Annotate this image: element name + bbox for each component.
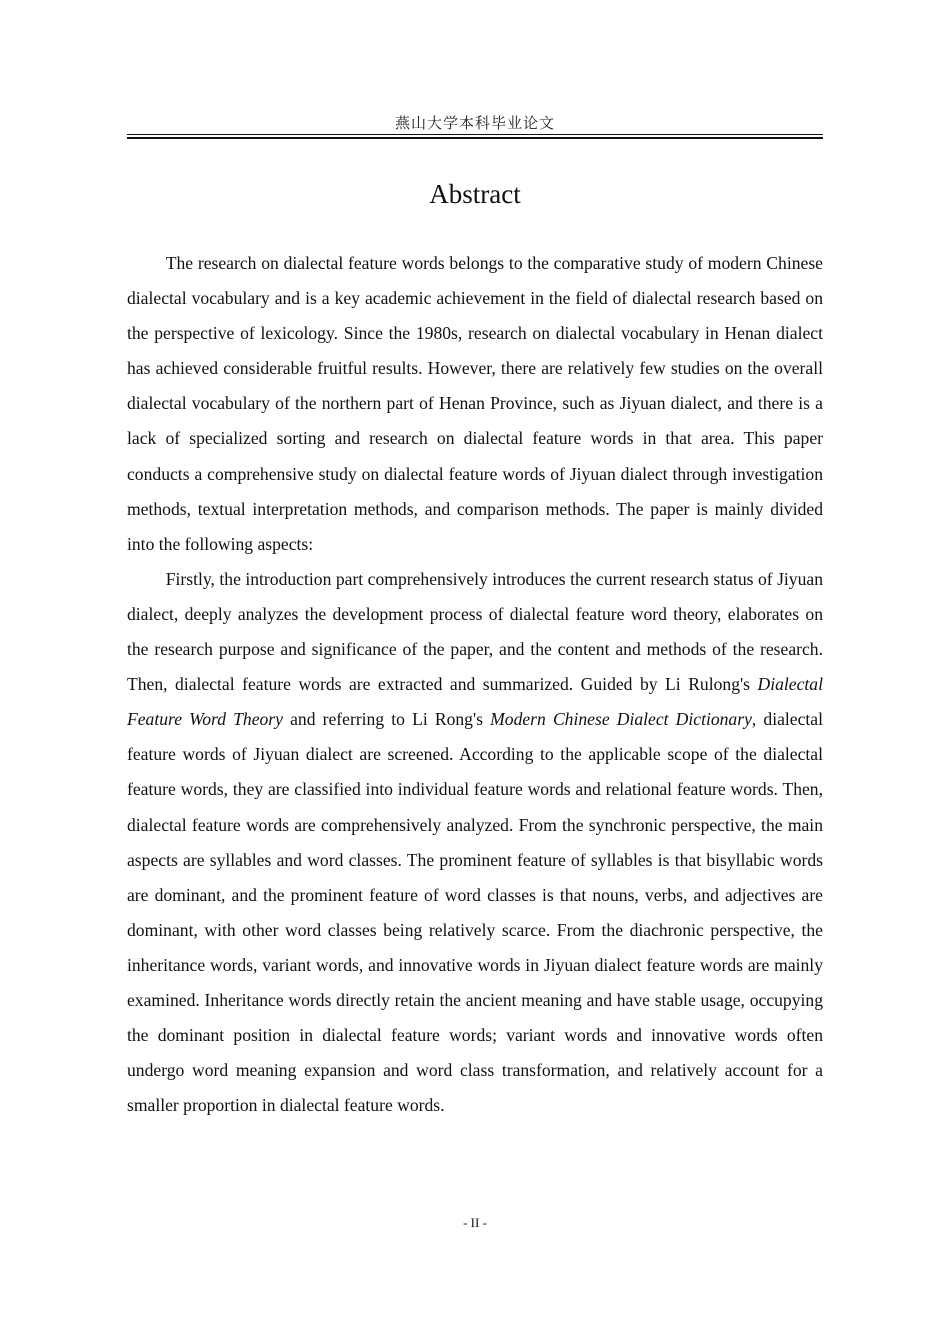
paragraph-2-text-part-2: and referring to Li Rong's	[282, 709, 491, 730]
abstract-body	[127, 246, 823, 1123]
abstract-paragraph-2	[127, 562, 823, 1124]
abstract-paragraph-1: The research on dialectal feature words belongs to the comparative study of modern Chinese dialectal vocabulary and is a key academic achievement in the field of dialectal research based on the perspective of lexicology. Since the 1980s, research on dialectal vocabulary in Henan dialect has achieved considerable fruitful results. However, there are relatively few studies on the overall dialectal vocabulary of the northern part of Henan Province, such as Jiyuan dialect, and there is a lack of specialized sorting and research on dialectal feature words in that area. This paper conducts a comprehensive study on dialectal feature words of Jiyuan dialect through investigation methods, textual interpretation methods, and comparison methods. The paper is mainly divided into the following aspects:	[127, 253, 823, 554]
paragraph-2-text-part-1: Firstly, the introduction part comprehensively introduces the current research status of Jiyuan dialect, deeply analyzes the development process of dialectal feature word theory, elaborates on the research purpose and significance of the paper, and the content and methods of the research. Then, dialectal feature words are extracted and summarized. Guided by Li Rulong's	[127, 568, 823, 695]
running-header: 燕山大学本科毕业论文	[394, 116, 555, 132]
page-title: Abstract	[429, 179, 521, 209]
page-number: - II -	[463, 1215, 487, 1230]
paragraph-2-text-part-3: , dialectal feature words of Jiyuan dialect are screened. According to the applicable scope of the dialectal feature words, they are classified into individual feature words and relational feature words. Then, dialectal feature words are comprehensively analyzed. From the synchronic perspective, the main aspects are syllables and word classes. The prominent feature of syllables is that bisyllabic words are dominant, and the prominent feature of word classes is that nouns, verbs, and adjectives are dominant, with other word classes being relatively scarce. From the diachronic perspective, the inheritance words, variant words, and innovative words in Jiyuan dialect feature words are mainly examined. Inheritance words directly retain the ancient meaning and have stable usage, occupying the dominant position in dialectal feature words; variant words and innovative words often undergo word meaning expansion and word class transformation, and relatively account for a smaller proportion in dialectal feature words.	[127, 709, 823, 1116]
italic-title-modern-chinese-dialect-dictionary: Modern Chinese Dialect Dictionary	[490, 709, 752, 730]
header-double-rule	[127, 134, 823, 139]
italic-title-dialectal-feature-word-theory: Dialectal Feature Word Theory	[127, 674, 823, 730]
